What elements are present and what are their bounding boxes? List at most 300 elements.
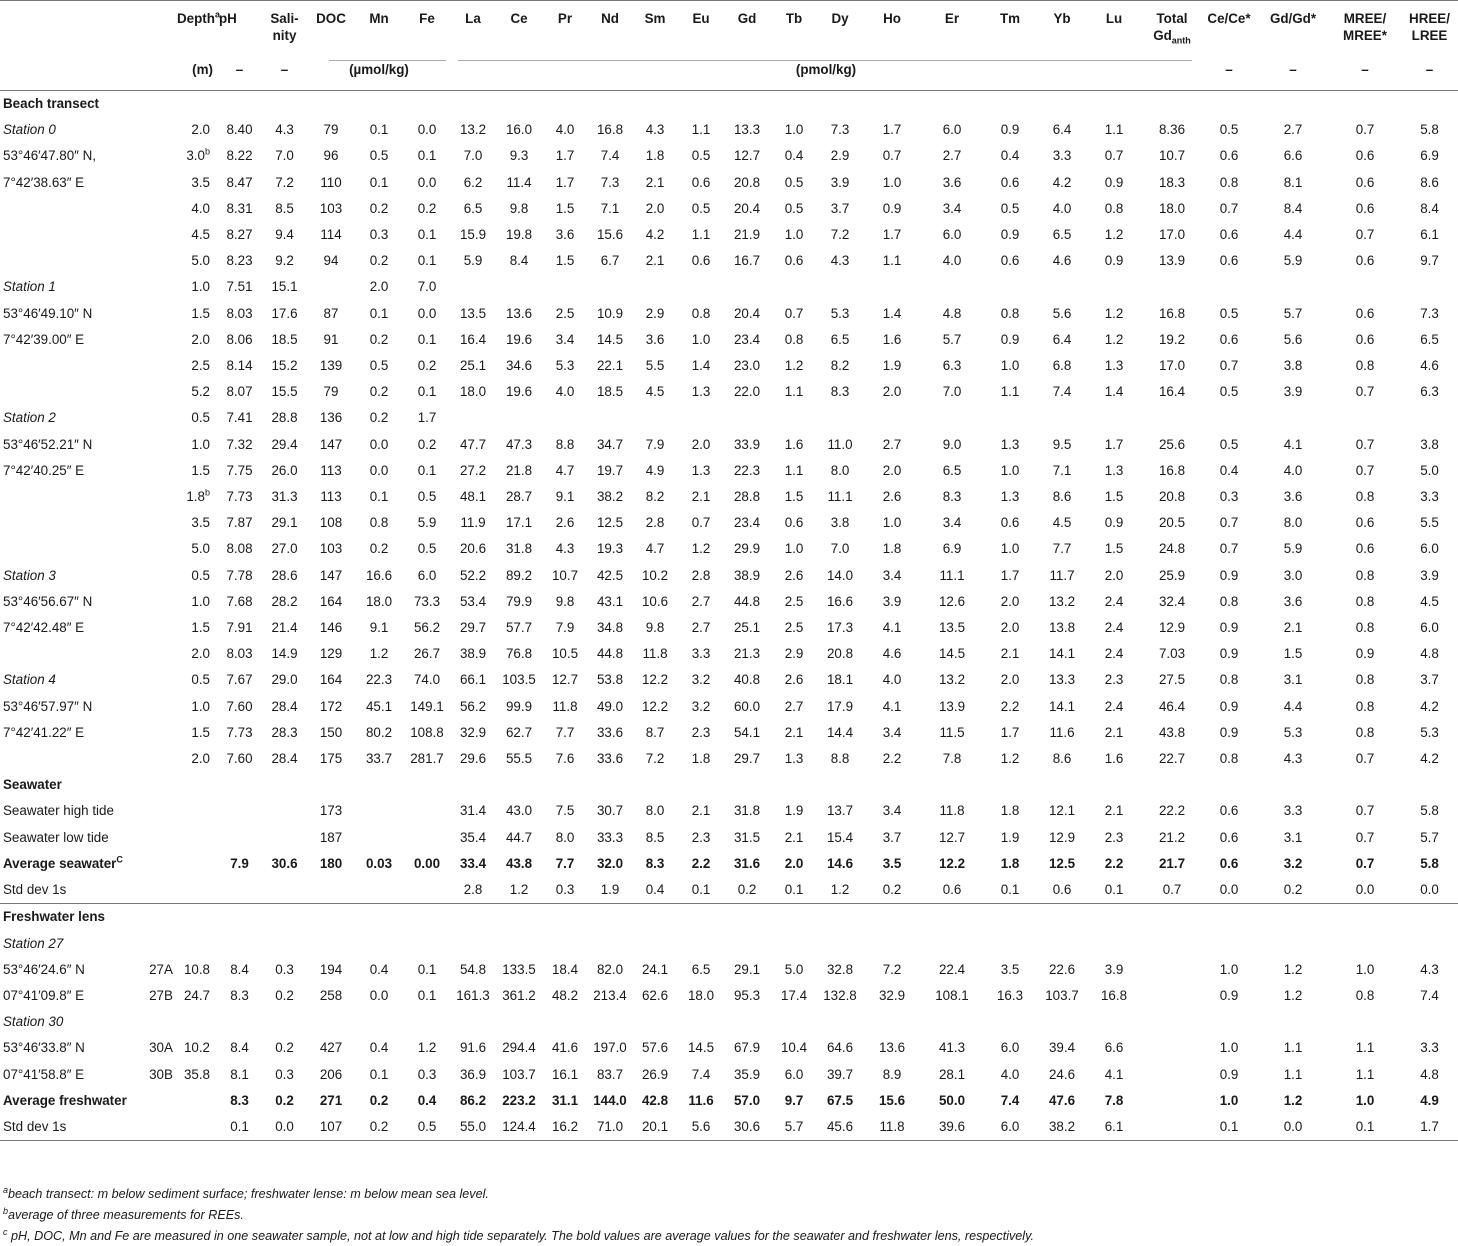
cell-fe: 26.7 xyxy=(413,646,441,662)
cell-gdgd: 1.2 xyxy=(1283,987,1303,1003)
cell-doc xyxy=(307,1009,355,1035)
cell-total-gd: 25.6 xyxy=(1158,436,1186,452)
cell-nd: 19.3 xyxy=(596,541,624,557)
row-label: 7°42′40.25″ E xyxy=(3,462,85,478)
cell-total-gd: 22.2 xyxy=(1158,803,1186,819)
cell-pr xyxy=(543,931,587,957)
cell-doc: 79 xyxy=(323,122,339,138)
cell-pr: 16.1 xyxy=(551,1066,579,1082)
cell-nd: 34.7 xyxy=(596,436,624,452)
cell-gd: 20.4 xyxy=(733,305,761,321)
cell-er: 8.3 xyxy=(942,489,962,505)
cell-lu: 2.1 xyxy=(1104,724,1124,740)
cell-sm: 57.6 xyxy=(641,1040,669,1056)
cell-total-gd: 16.8 xyxy=(1158,462,1186,478)
table-row xyxy=(0,667,1458,693)
cell-ho: 13.6 xyxy=(878,1040,906,1056)
cell-ho: 1.9 xyxy=(882,358,902,374)
col-tb-header: Tb xyxy=(785,11,803,26)
cell-hree: 4.8 xyxy=(1420,1066,1439,1082)
cell-ph: 7.9 xyxy=(230,855,249,871)
cell-la: 56.2 xyxy=(459,698,487,714)
cell-hree: 5.7 xyxy=(1420,829,1439,845)
cell-ho: 4.6 xyxy=(882,646,902,662)
sample-id xyxy=(145,825,177,851)
cell-la: 11.9 xyxy=(460,515,486,531)
cell-depth: 1.5 xyxy=(191,305,210,321)
cell-la: 31.4 xyxy=(459,803,487,819)
sample-id xyxy=(145,615,177,641)
cell-mree: 0.6 xyxy=(1355,331,1375,347)
cell-nd: 32.0 xyxy=(596,855,624,871)
cell-mree: 0.6 xyxy=(1355,305,1375,321)
cell-nd: 83.7 xyxy=(596,1066,624,1082)
cell-ce: 223.2 xyxy=(502,1092,536,1108)
col-total-gd-header: Total $Gd_{anth}$ xyxy=(1153,11,1191,46)
cell-er: 41.3 xyxy=(938,1040,966,1056)
cell-ph: 7.78 xyxy=(226,567,253,583)
cell-total-gd: 20.8 xyxy=(1158,489,1186,505)
cell-ph: 7.60 xyxy=(226,698,253,714)
cell-depth: 1.0 xyxy=(191,593,210,609)
cell-nd: 197.0 xyxy=(593,1040,627,1056)
cell-ce: 361.2 xyxy=(502,987,536,1003)
cell-doc: 258 xyxy=(319,987,343,1003)
cell-sm: 26.9 xyxy=(641,1066,669,1082)
cell-cece xyxy=(1201,1009,1257,1035)
cell-doc: 87 xyxy=(323,305,339,321)
cell-ph: 8.47 xyxy=(226,174,253,190)
cell-yb: 13.8 xyxy=(1048,620,1076,636)
cell-tb: 1.2 xyxy=(784,358,804,374)
cell-pr: 8.0 xyxy=(555,829,575,845)
cell-salinity: 17.6 xyxy=(271,305,298,321)
cell-tm: 0.1 xyxy=(1000,882,1020,898)
cell-sm: 2.0 xyxy=(645,200,665,216)
cell-hree: 8.6 xyxy=(1420,174,1439,190)
col-mree-header: MREE/ MREE* xyxy=(1343,11,1387,43)
cell-yb: 39.4 xyxy=(1048,1040,1076,1056)
cell-tb: 5.7 xyxy=(769,1114,819,1141)
cell-tb: 1.0 xyxy=(784,122,804,138)
cell-ce: 133.5 xyxy=(502,961,536,977)
cell-dy: 132.8 xyxy=(823,987,857,1003)
cell-yb: 6.5 xyxy=(1052,227,1072,243)
cell-la: 15.9 xyxy=(459,227,487,243)
cell-hree: 4.6 xyxy=(1420,358,1439,374)
cell-la: 36.9 xyxy=(459,1066,487,1082)
cell-salinity: 9.2 xyxy=(275,253,294,269)
cell-sm: 3.6 xyxy=(645,331,665,347)
cell-hree xyxy=(1401,405,1458,431)
cell-gdgd: 8.0 xyxy=(1283,515,1303,531)
cell-fe: 0.1 xyxy=(417,384,437,400)
cell-er: 28.1 xyxy=(938,1066,966,1082)
cell-pr: 4.0 xyxy=(555,384,575,400)
cell-salinity: 0.2 xyxy=(275,1092,294,1108)
cell-fe: 0.1 xyxy=(417,148,437,164)
cell-tm: 2.0 xyxy=(1000,620,1020,636)
row-label xyxy=(0,484,145,510)
cell-lu: 1.5 xyxy=(1104,541,1124,557)
cell-eu: 1.1 xyxy=(691,227,711,243)
cell-total-gd: 17.0 xyxy=(1158,358,1186,374)
cell-tm: 1.0 xyxy=(1000,541,1020,557)
cell-ce: 19.6 xyxy=(505,331,533,347)
cell-salinity xyxy=(262,877,307,904)
cell-nd: 71.0 xyxy=(587,1114,633,1141)
cell-mree: 0.7 xyxy=(1355,462,1375,478)
cell-tm: 7.4 xyxy=(1000,1092,1020,1108)
cell-cece: 0.7 xyxy=(1219,541,1239,557)
cell-er: 39.6 xyxy=(923,1114,981,1141)
cell-ho: 1.8 xyxy=(882,541,902,557)
pmol-group-rule xyxy=(458,60,1192,61)
cell-er xyxy=(923,931,981,957)
cell-depth xyxy=(177,1088,217,1114)
cell-er: 22.4 xyxy=(938,961,966,977)
cell-cece: 0.5 xyxy=(1219,384,1239,400)
cell-salinity: 28.2 xyxy=(271,593,298,609)
cell-mree: 0.6 xyxy=(1355,515,1375,531)
cell-eu: 2.3 xyxy=(691,829,711,845)
cell-er: 6.3 xyxy=(942,358,962,374)
cell-tm: 2.0 xyxy=(1000,593,1020,609)
cell-fe: 74.0 xyxy=(413,672,441,688)
cell-ce: 28.7 xyxy=(505,489,533,505)
cell-er xyxy=(923,405,981,431)
cell-doc: 129 xyxy=(319,646,343,662)
cell-dy: 6.5 xyxy=(830,331,850,347)
cell-hree: 6.3 xyxy=(1420,384,1439,400)
cell-eu: 3.2 xyxy=(691,672,711,688)
cell-sm: 8.5 xyxy=(645,829,665,845)
cell-total-gd: 21.7 xyxy=(1158,855,1186,871)
cell-er: 7.8 xyxy=(942,751,962,767)
sample-id: 27B xyxy=(149,987,173,1003)
cell-depth: 3.5 xyxy=(191,174,210,190)
cell-hree: 9.7 xyxy=(1420,253,1439,269)
cell-er: 7.0 xyxy=(942,384,962,400)
cell-gd: 23.0 xyxy=(733,358,761,374)
cell-la: 13.5 xyxy=(459,305,487,321)
cell-tm: 1.3 xyxy=(1000,436,1020,452)
cell-eu: 18.0 xyxy=(687,987,715,1003)
cell-hree: 8.4 xyxy=(1420,200,1439,216)
cell-lu xyxy=(1085,405,1143,431)
cell-tm: 0.8 xyxy=(1000,305,1020,321)
cell-mree: 0.8 xyxy=(1355,987,1375,1003)
cell-yb: 4.5 xyxy=(1052,515,1072,531)
cell-la: 29.7 xyxy=(459,620,487,636)
cell-pr: 48.2 xyxy=(551,987,579,1003)
cell-tb: 1.3 xyxy=(784,751,804,767)
cell-cece: 0.3 xyxy=(1219,489,1239,505)
cell-nd xyxy=(587,405,633,431)
sample-id xyxy=(145,877,177,904)
cell-hree: 4.9 xyxy=(1420,1092,1439,1108)
cell-er: 0.6 xyxy=(942,882,962,898)
cell-mn: 0.2 xyxy=(369,1092,389,1108)
row-label: Average freshwater xyxy=(3,1092,127,1108)
cell-gdgd: 3.1 xyxy=(1283,672,1303,688)
cell-depth xyxy=(177,931,217,957)
cell-doc: 96 xyxy=(323,148,339,164)
sample-id xyxy=(145,143,177,169)
cell-yb: 6.4 xyxy=(1052,331,1072,347)
cell-doc: 150 xyxy=(319,724,343,740)
cell-sm: 4.3 xyxy=(645,122,665,138)
cell-gd: 21.3 xyxy=(733,646,761,662)
table-row xyxy=(0,589,1458,615)
cell-gd: 54.1 xyxy=(733,724,761,740)
cell-doc: 146 xyxy=(319,620,343,636)
cell-nd: 38.2 xyxy=(596,489,624,505)
cell-tb: 2.6 xyxy=(784,567,804,583)
cell-doc: 147 xyxy=(319,436,343,452)
cell-total-gd xyxy=(1143,931,1201,957)
col-mn-header: Mn xyxy=(369,11,389,26)
cell-yb: 12.9 xyxy=(1048,829,1076,845)
cell-dy: 3.9 xyxy=(830,174,850,190)
cell-pr: 10.7 xyxy=(551,567,579,583)
cell-cece: 1.0 xyxy=(1219,1040,1239,1056)
cell-tb: 1.6 xyxy=(784,436,804,452)
cell-la: 6.5 xyxy=(463,200,483,216)
cell-mree: 0.8 xyxy=(1355,593,1375,609)
cell-total-gd: 20.5 xyxy=(1158,515,1186,531)
cell-ph: 8.4 xyxy=(230,961,249,977)
cell-depth: 35.8 xyxy=(183,1066,210,1082)
cell-mn: 18.0 xyxy=(365,593,393,609)
cell-hree: 5.3 xyxy=(1420,724,1439,740)
table-row xyxy=(0,248,1458,274)
cell-gdgd: 6.6 xyxy=(1283,148,1303,164)
cell-ho: 8.9 xyxy=(882,1066,902,1082)
cell-sm: 11.8 xyxy=(642,646,668,662)
cell-ho: 1.7 xyxy=(882,227,902,243)
cell-lu: 1.6 xyxy=(1104,751,1124,767)
cell-tb: 2.9 xyxy=(784,646,804,662)
cell-tb: 1.1 xyxy=(784,384,804,400)
cell-gdgd: 3.6 xyxy=(1283,593,1303,609)
cell-ce: 1.2 xyxy=(509,882,529,898)
row-label: 53°46′24.6″ N xyxy=(3,961,85,977)
cell-eu: 0.6 xyxy=(691,174,711,190)
table-row xyxy=(0,301,1458,327)
cell-lu: 2.0 xyxy=(1104,567,1124,583)
cell-hree: 5.8 xyxy=(1420,803,1439,819)
cell-mn: 0.2 xyxy=(369,331,389,347)
table-row xyxy=(0,1088,1458,1114)
cell-salinity: 0.3 xyxy=(275,961,294,977)
cell-mree: 0.9 xyxy=(1355,646,1375,662)
cell-tm: 16.3 xyxy=(996,987,1024,1003)
cell-salinity: 15.1 xyxy=(271,279,298,295)
cell-tb: 17.4 xyxy=(780,987,808,1003)
cell-hree: 1.7 xyxy=(1401,1114,1458,1141)
cell-dy: 3.8 xyxy=(830,515,850,531)
cell-ph: 7.73 xyxy=(226,724,253,740)
cell-gdgd: 2.1 xyxy=(1283,620,1303,636)
cell-fe: 0.00 xyxy=(413,855,441,871)
units-row xyxy=(0,50,1458,91)
row-label: 53°46′52.21″ N xyxy=(3,436,93,452)
cell-tb: 2.1 xyxy=(784,829,804,845)
cell-cece: 0.6 xyxy=(1219,803,1239,819)
cell-gdgd: 5.9 xyxy=(1283,541,1303,557)
cell-la: 53.4 xyxy=(459,593,487,609)
cell-ph: 8.22 xyxy=(226,148,253,164)
cell-er xyxy=(923,274,981,300)
cell-nd: 82.0 xyxy=(596,961,624,977)
cell-la: 32.9 xyxy=(459,724,487,740)
cell-total-gd: 16.8 xyxy=(1158,305,1186,321)
cell-ph: 7.73 xyxy=(226,489,253,505)
cell-eu: 1.4 xyxy=(691,358,711,374)
cell-total-gd: 12.9 xyxy=(1158,620,1186,636)
cell-tb: 1.9 xyxy=(784,803,804,819)
cell-total-gd xyxy=(1143,957,1201,983)
table-row xyxy=(0,405,1458,431)
cell-mree: 0.6 xyxy=(1355,541,1375,557)
cell-yb: 103.7 xyxy=(1045,987,1079,1003)
cell-mn: 9.1 xyxy=(369,620,389,636)
cell-salinity: 7.0 xyxy=(275,148,294,164)
cell-mn: 0.8 xyxy=(369,515,389,531)
row-label: 07°41′09.8″ E xyxy=(3,987,85,1003)
cell-pr: 4.7 xyxy=(555,462,575,478)
cell-fe: 1.7 xyxy=(417,410,437,426)
cell-er: 6.5 xyxy=(942,462,962,478)
cell-cece: 0.8 xyxy=(1219,593,1239,609)
cell-cece: 0.8 xyxy=(1219,174,1239,190)
cell-ph xyxy=(217,877,262,904)
table-row xyxy=(0,798,1458,824)
cell-ce: 19.6 xyxy=(505,384,533,400)
cell-gd: 22.3 xyxy=(733,462,761,478)
cell-ho: 4.0 xyxy=(882,672,902,688)
cell-lu: 2.4 xyxy=(1104,698,1124,714)
cell-la: 66.1 xyxy=(459,672,487,688)
cell-fe xyxy=(403,877,451,904)
cell-er: 5.7 xyxy=(942,331,962,347)
section-header-row xyxy=(0,91,1458,118)
cell-cece: 0.6 xyxy=(1219,855,1239,871)
cell-lu: 0.8 xyxy=(1104,200,1124,216)
cell-yb xyxy=(1039,931,1085,957)
cell-la xyxy=(451,405,495,431)
col-depth-header: Depth$^a$ xyxy=(177,9,220,26)
col-doc-header: DOC xyxy=(316,11,346,26)
cell-yb: 4.6 xyxy=(1052,253,1072,269)
cell-salinity: 0.3 xyxy=(275,1066,294,1082)
cell-hree: 6.5 xyxy=(1420,331,1439,347)
cell-fe: 0.1 xyxy=(417,331,437,347)
cell-pr: 7.7 xyxy=(555,724,575,740)
cell-mree: 0.7 xyxy=(1355,803,1375,819)
cell-hree: 3.9 xyxy=(1420,567,1439,583)
cell-la: 18.0 xyxy=(459,384,487,400)
sample-id xyxy=(145,563,177,589)
col-gd-header: Gd xyxy=(737,11,757,26)
cell-gdgd: 3.9 xyxy=(1283,384,1303,400)
cell-ph: 8.1 xyxy=(230,1066,249,1082)
cell-fe xyxy=(403,798,451,824)
cell-mree: 1.0 xyxy=(1355,1092,1375,1108)
cell-tm: 1.0 xyxy=(1000,358,1020,374)
cell-yb: 12.1 xyxy=(1048,803,1076,819)
table-row xyxy=(0,983,1458,1009)
cell-dy: 11.1 xyxy=(827,489,853,505)
row-label xyxy=(0,248,145,274)
table-row xyxy=(0,117,1458,143)
cell-salinity: 31.3 xyxy=(271,489,298,505)
cell-doc: 114 xyxy=(320,227,342,243)
cell-hree: 4.2 xyxy=(1420,698,1439,714)
cell-yb: 0.6 xyxy=(1052,882,1072,898)
cell-nd xyxy=(587,931,633,957)
cell-gdgd: 1.5 xyxy=(1283,646,1303,662)
cell-gdgd: 3.1 xyxy=(1283,829,1303,845)
sample-id xyxy=(145,222,177,248)
cell-mn: 0.2 xyxy=(369,384,389,400)
cell-tm: 1.1 xyxy=(1000,384,1020,400)
cell-ce: 57.7 xyxy=(505,620,533,636)
cell-gdgd: 8.4 xyxy=(1283,200,1303,216)
cell-er: 108.1 xyxy=(935,987,969,1003)
cell-ce xyxy=(495,405,543,431)
cell-salinity: 7.2 xyxy=(275,174,294,190)
table-row xyxy=(0,432,1458,458)
cell-tb xyxy=(769,274,819,300)
cell-mn: 0.3 xyxy=(369,227,389,243)
cell-dy: 4.3 xyxy=(830,253,850,269)
cell-fe: 0.1 xyxy=(417,961,437,977)
cell-dy: 8.3 xyxy=(830,384,850,400)
cell-hree: 4.3 xyxy=(1420,961,1439,977)
cell-cece: 0.7 xyxy=(1219,200,1239,216)
table-row xyxy=(0,274,1458,300)
cell-depth xyxy=(177,825,217,851)
cell-nd: 43.1 xyxy=(596,593,624,609)
unit-umol: (µmol/kg) xyxy=(307,50,451,91)
cell-pr: 1.5 xyxy=(555,253,575,269)
cell-cece: 0.5 xyxy=(1219,122,1239,138)
cell-eu: 2.3 xyxy=(691,724,711,740)
cell-nd xyxy=(587,1009,633,1035)
cell-mn: 0.03 xyxy=(365,855,393,871)
cell-doc: 139 xyxy=(319,358,343,374)
cell-nd: 213.4 xyxy=(593,987,627,1003)
cell-sm: 9.8 xyxy=(645,620,665,636)
cell-ho: 3.4 xyxy=(882,724,902,740)
cell-cece: 0.9 xyxy=(1219,567,1239,583)
cell-ph: 7.68 xyxy=(226,593,253,609)
cell-salinity: 29.0 xyxy=(271,672,298,688)
cell-ph: 8.14 xyxy=(226,358,253,374)
cell-tm: 0.9 xyxy=(1000,122,1020,138)
cell-nd: 44.8 xyxy=(596,646,624,662)
cell-gd: 31.5 xyxy=(733,829,761,845)
cell-total-gd: 24.8 xyxy=(1158,541,1186,557)
cell-sm: 8.7 xyxy=(645,724,665,740)
col-eu-header: Eu xyxy=(692,11,710,26)
cell-ce: 21.8 xyxy=(505,462,533,478)
cell-yb: 3.3 xyxy=(1052,148,1072,164)
cell-sm xyxy=(633,1009,677,1035)
cell-mn: 0.4 xyxy=(369,1040,389,1056)
